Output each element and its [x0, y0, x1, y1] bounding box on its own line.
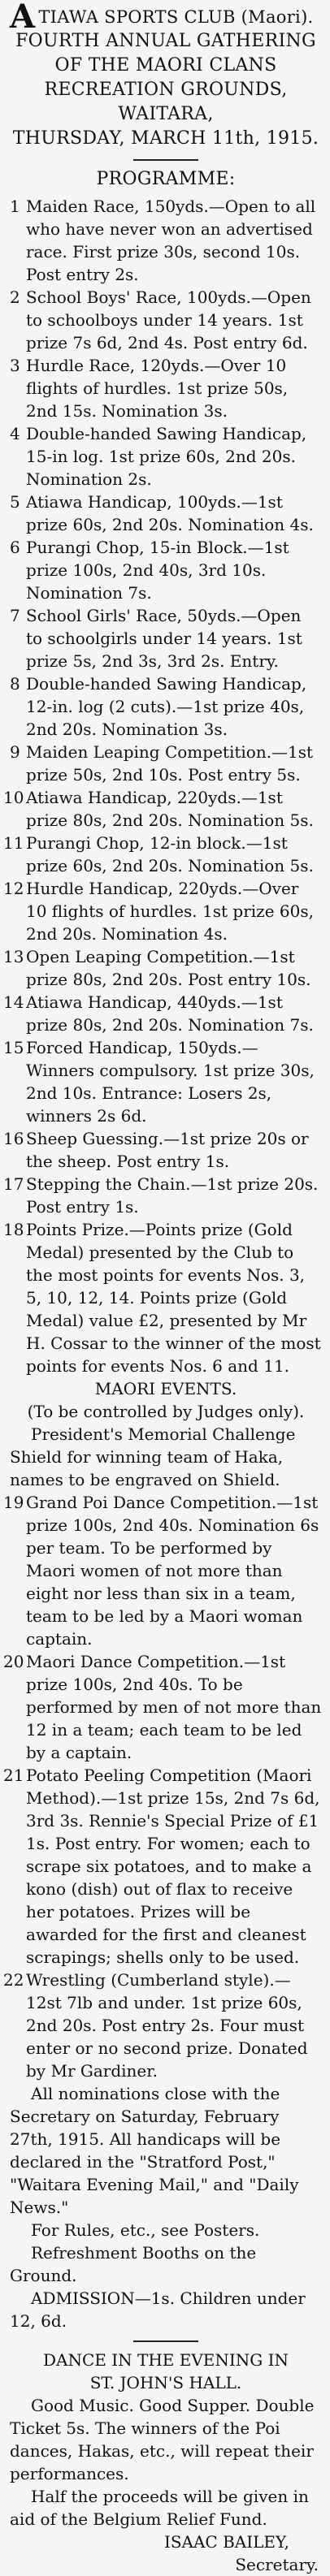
programme-item [3, 832, 322, 877]
item-number: 8 [10, 674, 20, 694]
item-number: 4 [10, 424, 20, 443]
programme-list [3, 195, 322, 1377]
item-number: 15 [3, 1038, 24, 1057]
item-number: 2 [10, 287, 20, 307]
item-text: Forced Handicap, 150yds.—Winners compulsory. 1st prize 30s, 2nd 10s. Entrance: Losers 2s, winners 2s 6d. [26, 1038, 315, 1126]
programme-item [3, 1218, 322, 1377]
item-text: Potato Peeling Competition (Maori Method).—1st prize 15s, 2nd 7s 6d, 3rd 3s. Rennie's Special Prize of £1 1s. Post entry. For women; each to scrape six potatoes, and to make a kono (dish) out of flax to receive her potatoes. Prizes will be awarded for the first and cleanest scrapings; shells only to be used. [26, 1766, 320, 1967]
maori-events-subtitle: (To be controlled by Judges only). [27, 1402, 305, 1421]
item-number: 16 [3, 1129, 24, 1148]
programme-item [10, 741, 322, 786]
item-number: 3 [10, 356, 20, 375]
programme-item [10, 195, 322, 286]
signer-name: ISAAC BAILEY, [163, 2532, 289, 2552]
item-text: Maiden Race, 150yds.—Open to all who have never won an advertised race. First prize 30s, second 10s. Post entry 2s. [26, 197, 316, 284]
programme-item [3, 1127, 322, 1173]
dance-venue: ST. JOHN'S HALL. [89, 2373, 242, 2392]
item-text: Hurdle Handicap, 220yds.—Over 10 flights of hurdles. 1st prize 60s, 2nd 20s. Nomination 4s. [26, 879, 314, 944]
programme-item [10, 536, 322, 604]
signer-role: Secretary. [235, 2555, 319, 2574]
item-text: Purangi Chop, 15-in Block.—1st prize 100s, 2nd 40s, 3rd 10s. Nomination 7s. [26, 538, 289, 603]
programme-item [3, 877, 322, 945]
item-text: Sheep Guessing.—1st prize 20s or the sheep. Post entry 1s. [26, 1129, 309, 1171]
maori-events-title: MAORI EVENTS. [94, 1379, 237, 1398]
item-number: 7 [10, 606, 20, 625]
item-text: School Girls' Race, 50yds.—Open to schoolgirls under 14 years. 1st prize 5s, 2nd 3s, 3rd 2s. Entry. [26, 606, 302, 671]
programme-title: PROGRAMME: [96, 169, 236, 189]
item-text: Maiden Leaping Competition.—1st prize 50s, 2nd 10s. Post entry 5s. [26, 742, 314, 784]
divider-rule [133, 159, 198, 161]
item-number: 11 [3, 833, 24, 853]
item-number: 6 [10, 538, 20, 557]
programme-item [3, 1173, 322, 1218]
item-text: Atiawa Handicap, 100yds.—1st prize 60s, 2nd 20s. Nomination 4s. [26, 492, 314, 534]
dance-title: DANCE IN THE EVENING IN [42, 2350, 289, 2370]
heading-line: OF THE MAORI CLANS [54, 55, 277, 76]
item-number: 20 [3, 1652, 24, 1671]
item-text: School Boys' Race, 100yds.—Open to schoolboys under 14 years. 1st prize 7s 6d, 2nd 4s. Post entry 6d. [26, 287, 311, 352]
relief-fund-note: Half the proceeds will be given in aid of the Belgium Relief Fund. [10, 2487, 309, 2529]
programme-item [10, 286, 322, 354]
programme-item [3, 1491, 322, 1650]
programme-item [10, 604, 322, 672]
item-text: Maori Dance Competition.—1st prize 100s, 2nd 40s. To be performed by men of not more than 12 in a team; each team to be led by a captain. [26, 1652, 322, 1762]
item-text: Double-handed Sawing Handicap, 15-in log. 1st prize 60s, 2nd 20s. Nomination 2s. [26, 424, 307, 489]
club-name: TIAWA SPORTS CLUB (Maori). [38, 7, 314, 27]
item-text: Points Prize.—Points prize (Gold Medal) presented by the Club to the most points for events Nos. 3, 5, 10, 12, 14. Points prize (Gold Medal) value £2, presented by Mr H. Cossar to the winner of the most points for events Nos. 6 and 11. [26, 1220, 321, 1376]
programme-item [3, 1969, 322, 2082]
programme-item [10, 422, 322, 491]
admission-note: ADMISSION—1s. Children under 12, 6d. [10, 2289, 306, 2331]
item-text: Open Leaping Competition.—1st prize 80s, 2nd 20s. Post entry 10s. [26, 947, 311, 989]
item-number: 10 [3, 788, 24, 807]
programme-item [3, 1036, 322, 1127]
item-text: Purangi Chop, 12-in block.—1st prize 60s, 2nd 20s. Nomination 5s. [26, 833, 314, 875]
item-number: 13 [3, 947, 24, 966]
drop-cap-letter: A [10, 0, 36, 36]
item-text: Wrestling (Cumberland style).—12st 7lb and under. 1st prize 60s, 2nd 20s. Post entry 2s. Four must enter or no second prize. Donated by Mr Gardiner. [26, 1970, 308, 2081]
programme-item [3, 786, 322, 832]
refreshment-note: Refreshment Booths on the Ground. [10, 2243, 257, 2285]
item-number: 22 [3, 1970, 24, 1990]
maori-events-list [3, 1491, 322, 2082]
programme-item [3, 991, 322, 1036]
item-number: 19 [3, 1493, 24, 1512]
item-text: Atiawa Handicap, 220yds.—1st prize 80s, 2nd 20s. Nomination 5s. [26, 788, 314, 830]
shield-notice: President's Memorial Challenge Shield for winning team of Haka, names to be engraved on Shield. [10, 1424, 296, 1489]
heading-line: RECREATION GROUNDS, [44, 80, 288, 100]
item-text: Stepping the Chain.—1st prize 20s. Post entry 1s. [26, 1174, 319, 1217]
programme-item [10, 354, 322, 422]
item-number: 12 [3, 879, 24, 898]
programme-item [3, 1650, 322, 1764]
event-date: THURSDAY, MARCH 11th, 1915. [12, 128, 319, 149]
item-text: Atiawa Handicap, 440yds.—1st prize 80s, 2nd 20s. Nomination 7s. [26, 992, 314, 1035]
item-number: 5 [10, 492, 20, 512]
divider-rule [133, 2340, 198, 2342]
programme-item [3, 1764, 322, 1969]
heading-line: WAITARA, [118, 104, 214, 124]
item-text: Hurdle Race, 120yds.—Over 10 flights of hurdles. 1st prize 50s, 2nd 15s. Nomination 3s. [26, 356, 289, 421]
item-text: Double-handed Sawing Handicap, 12-in. log (2 cuts).—1st prize 40s, 2nd 20s. Nomination 3s. [26, 674, 307, 739]
item-number: 18 [3, 1220, 24, 1239]
heading-line: FOURTH ANNUAL GATHERING [15, 31, 316, 51]
programme-item [10, 491, 322, 536]
item-number: 21 [3, 1766, 24, 1785]
item-number: 1 [10, 197, 20, 216]
item-number: 9 [10, 742, 20, 762]
item-text: Grand Poi Dance Competition.—1st prize 100s, 2nd 40s. Nomination 6s per team. To be performed by Maori women of not more than eight nor less than six in a team, team to be led by a Maori woman captain. [26, 1493, 319, 1649]
item-number: 17 [3, 1174, 24, 1194]
item-number: 14 [3, 992, 24, 1012]
programme-item [3, 945, 322, 991]
dance-details: Good Music. Good Supper. Double Ticket 5s. The winners of the Poi dances, Hakas, etc., will repeat their performances. [10, 2396, 315, 2483]
programme-item [10, 672, 322, 741]
club-heading [10, 0, 322, 36]
rules-note: For Rules, etc., see Posters. [31, 2220, 260, 2240]
nominations-note: All nominations close with the Secretary on Saturday, February 27th, 1915. All handicaps will be declared in the "Stratford Post," "Waitara Evening Mail," and "Daily News." [10, 2084, 299, 2217]
